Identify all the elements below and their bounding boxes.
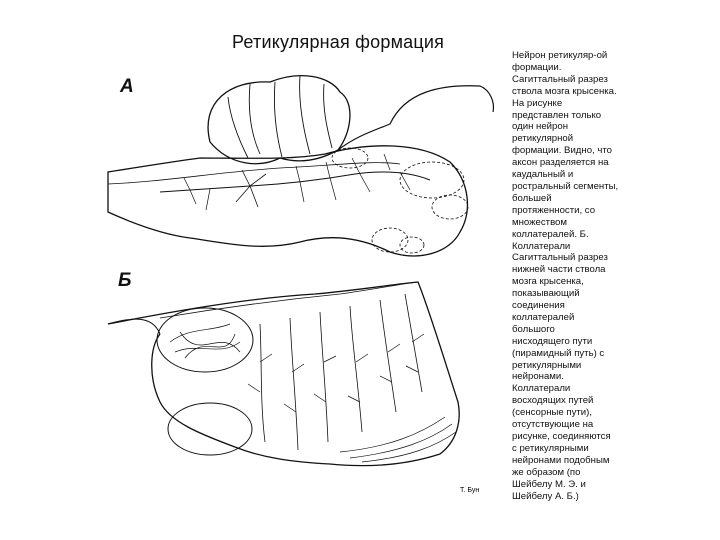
- brainstem-outline-b: [108, 282, 459, 466]
- cerebellum-outline: [208, 76, 350, 164]
- nucleus-oval: [168, 403, 252, 455]
- drawing-b: [108, 282, 459, 466]
- figure-caption: Нейрон ретикуляр-ой формации. Сагиттальный разрез ствола мозга крысенка. На рисунке представлен только один нейрон ретикулярной формации. Видно, что аксон разделяется на каудальный и ростральный сегменты, большей протяженности, со множеством коллатералей. Б. Коллатерали Сагиттальный разрез нижней части ствола мозга крысенка, показывающий соединения коллатералей большого нисходящего пути (пирамидный путь) с ретикулярными нейронами. Коллатерали восходящих путей (сенсорные пути), отсутствующие на рисунке, соединяются с ретикулярными нейронами подобным же образом (по Шейбелу М. Э. и Шейбелу А. Б.): [512, 50, 619, 502]
- slide-title: Ретикулярная формация: [232, 32, 445, 52]
- figure-credit: Т. Бун: [460, 487, 480, 494]
- brainstem-drawing: [100, 62, 505, 502]
- figure-label-a: А: [120, 76, 134, 97]
- figure-label-b: Б: [118, 270, 132, 291]
- drawing-a: [108, 76, 493, 256]
- nucleus-tangle: [157, 308, 253, 372]
- brainstem-outline-a: [108, 146, 467, 256]
